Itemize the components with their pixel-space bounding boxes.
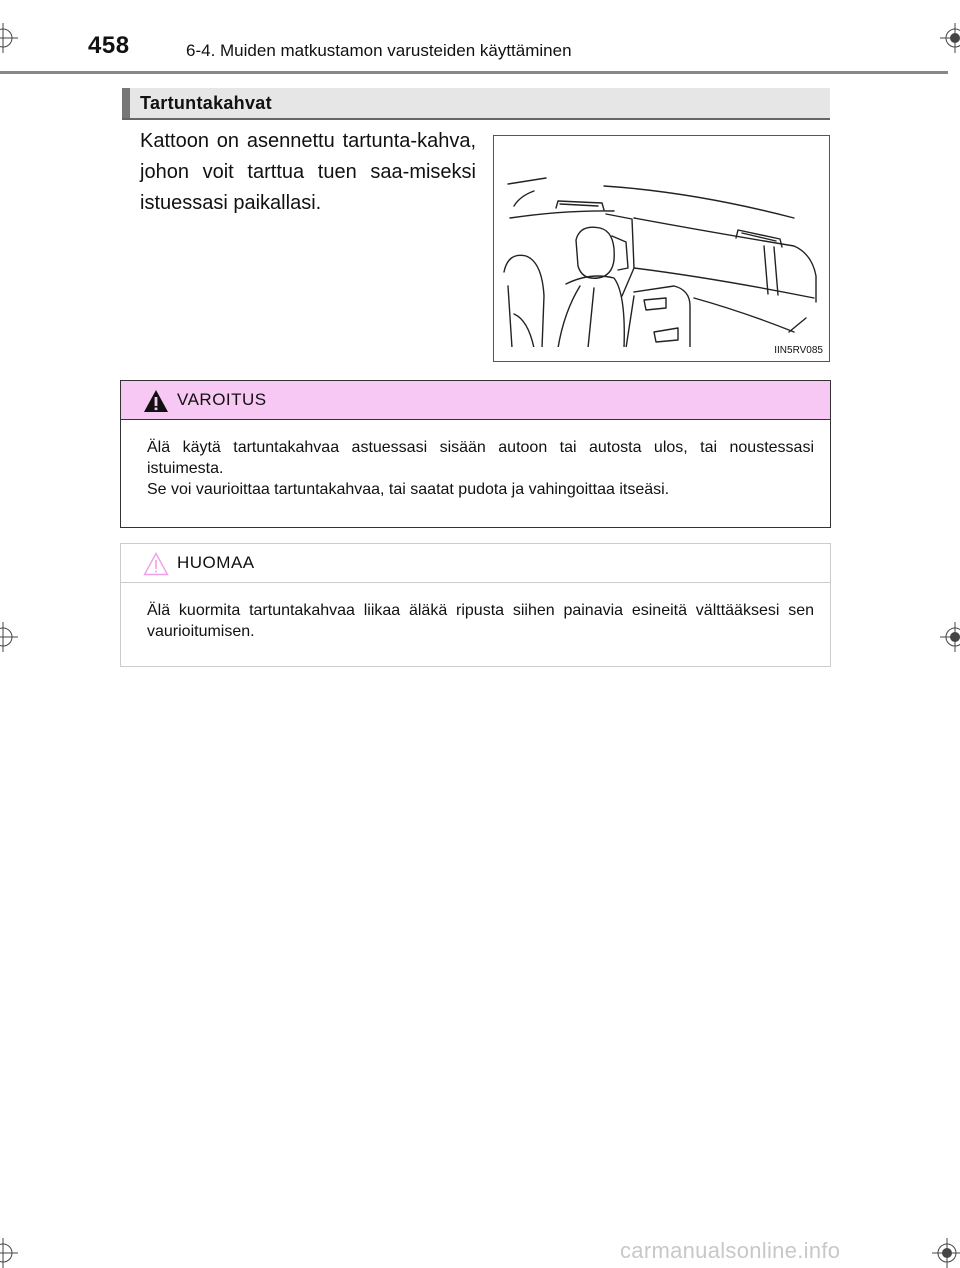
page-number: 458 [88, 32, 130, 59]
warning-text-2: Se voi vaurioittaa tartuntakahvaa, tai saatat pudota ja vahingoittaa itseäsi. [147, 481, 670, 498]
section-heading [122, 88, 830, 120]
heading-text: Tartuntakahvat [140, 93, 272, 113]
warning-triangle-icon [143, 389, 169, 413]
heading-accent [122, 88, 130, 118]
notice-box [120, 543, 831, 667]
registration-mark-icon [940, 23, 960, 53]
registration-mark-icon [932, 1238, 960, 1268]
car-interior-drawing [494, 136, 829, 361]
warning-title: VAROITUS [177, 390, 267, 409]
warning-text-1: Älä käytä tartuntakahvaa astuessasi sisään autoon tai autosta ulos, tai noustessasi istuimesta. [147, 439, 814, 477]
notice-header [121, 544, 830, 583]
registration-mark-icon [0, 622, 18, 652]
header-rule [0, 71, 948, 74]
registration-mark-icon [0, 23, 18, 53]
watermark: carmanualsonline.info [620, 1238, 841, 1263]
notice-title: HUOMAA [177, 553, 255, 572]
caution-outline-triangle-icon [143, 552, 169, 576]
registration-mark-icon [940, 622, 960, 652]
assist-grip-illustration [493, 135, 830, 362]
registration-mark-icon [0, 1238, 18, 1268]
notice-text: Älä kuormita tartuntakahvaa liikaa äläkä ripusta siihen painavia esineitä välttääksesi sen vaurioitumisen. [147, 602, 814, 640]
warning-box [120, 380, 831, 528]
section-title: 6-4. Muiden matkustamon varusteiden käyttäminen [186, 41, 572, 60]
warning-header [121, 381, 830, 420]
intro-paragraph: Kattoon on asennettu tartunta-kahva, johon voit tarttua tuen saa-miseksi istuessasi paikallasi. [140, 130, 476, 214]
figure-code: IIN5RV085 [774, 345, 823, 356]
